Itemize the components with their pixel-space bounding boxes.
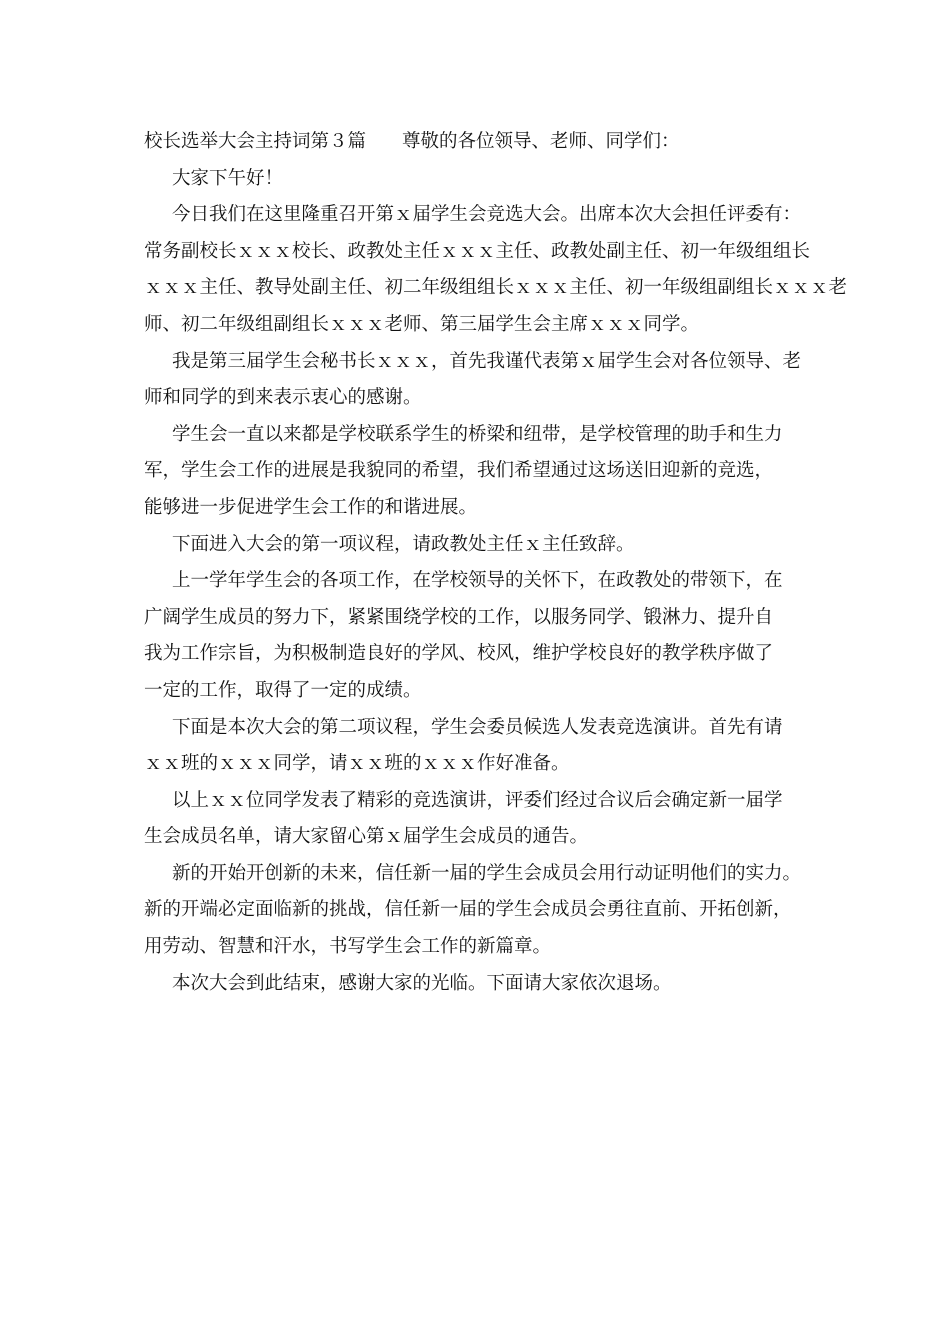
- text-line: 我是第三届学生会秘书长ｘｘｘ，首先我谨代表第ｘ届学生会对各位领导、老: [172, 350, 802, 372]
- text-line: 以上ｘｘ位同学发表了精彩的竞选演讲，评委们经过合议后会确定新一届学: [172, 789, 783, 811]
- text-line: 下面进入大会的第一项议程，请政教处主任ｘ主任致辞。: [172, 533, 635, 555]
- text-line: 常务副校长ｘｘｘ校长、政教处主任ｘｘｘ主任、政教处副主任、初一年级组组长: [144, 240, 811, 262]
- text-line: 用劳动、智慧和汗水，书写学生会工作的新篇章。: [144, 936, 552, 958]
- text-line: 生会成员名单，请大家留心第ｘ届学生会成员的通告。: [144, 826, 589, 848]
- text-line: 今日我们在这里隆重召开第ｘ届学生会竞选大会。出席本次大会担任评委有：: [172, 204, 802, 226]
- text-line: 一定的工作，取得了一定的成绩。: [144, 679, 422, 701]
- heading-line: [144, 124, 820, 161]
- text-line: ｘｘ班的ｘｘｘ同学，请ｘｘ班的ｘｘｘ作好准备。: [144, 753, 570, 775]
- text-line: 大家下午好！: [172, 167, 284, 189]
- text-line: 下面是本次大会的第二项议程，学生会委员候选人发表竞选演讲。首先有请: [172, 716, 783, 738]
- text-lines: [144, 161, 848, 1003]
- document-body: [144, 124, 848, 1002]
- text-line: 上一学年学生会的各项工作，在学校领导的关怀下，在政教处的带领下，在: [172, 570, 783, 592]
- document-title: 校长选举大会主持词第３篇: [144, 131, 367, 152]
- text-line: 我为工作宗旨，为积极制造良好的学风、校风，维护学校良好的教学秩序做了: [144, 643, 774, 665]
- salutation: 尊敬的各位领导、老师、同学们：: [402, 131, 680, 152]
- text-line: ｘｘｘ主任、教导处副主任、初二年级组组长ｘｘｘ主任、初一年级组副组长ｘｘｘ老: [144, 277, 848, 299]
- text-line: 本次大会到此结束，感谢大家的光临。下面请大家依次退场。: [172, 972, 672, 994]
- text-line: 广阔学生成员的努力下，紧紧围绕学校的工作，以服务同学、锻淋力、提升自: [144, 606, 774, 628]
- text-line: 新的开端必定面临新的挑战，信任新一届的学生会成员会勇往直前、开拓创新，: [144, 899, 792, 921]
- text-line: 新的开始开创新的未来，信任新一届的学生会成员会用行动证明他们的实力。: [172, 862, 802, 884]
- text-line: 能够进一步促进学生会工作的和谐进展。: [144, 496, 478, 518]
- text-line: 师、初二年级组副组长ｘｘｘ老师、第三届学生会主席ｘｘｘ同学。: [144, 313, 700, 335]
- text-line: 学生会一直以来都是学校联系学生的桥梁和纽带，是学校管理的助手和生力: [172, 423, 783, 445]
- text-line: 军，学生会工作的进展是我貌同的希望，我们希望通过这场送旧迎新的竞选，: [144, 460, 774, 482]
- text-line: 师和同学的到来表示衷心的感谢。: [144, 387, 422, 409]
